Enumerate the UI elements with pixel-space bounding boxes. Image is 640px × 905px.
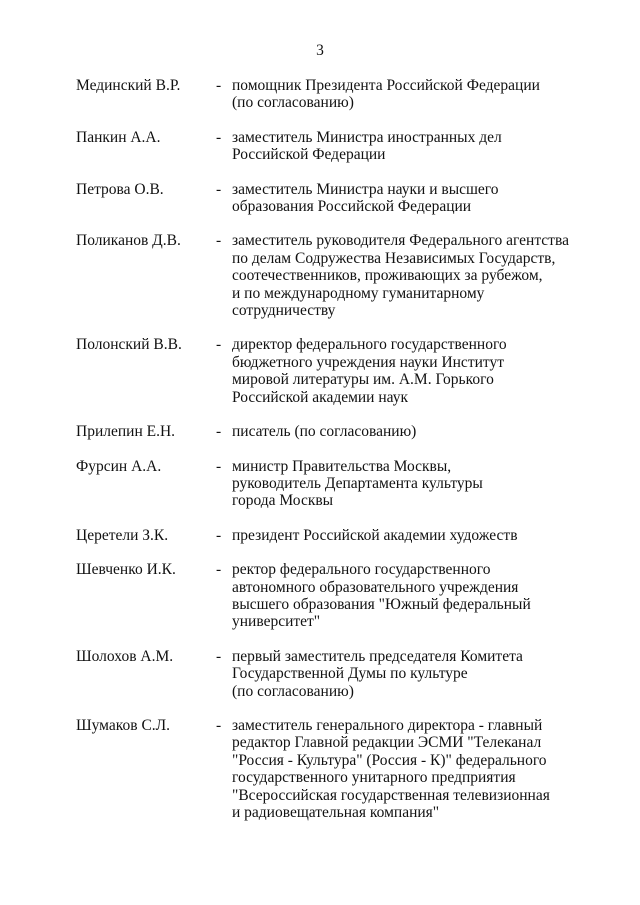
roster-entry [76,458,596,510]
roster-entry [76,717,596,821]
entry-position [232,336,596,406]
entry-dash: - [216,561,222,579]
position-line: и радиовещательная компания" [232,804,440,821]
position-line: руководитель Департамента культуры [232,474,483,492]
entry-dash: - [216,232,222,250]
roster-entry [76,336,596,406]
entry-dash: - [216,180,222,198]
entry-name: Шолохов А.М. [76,647,174,665]
position-line: высшего образования "Южный федеральный [232,595,531,613]
position-line: мировой литературы им. А.М. Горького [232,371,494,389]
position-line: заместитель генерального директора - главный [232,716,543,734]
entry-name: Шевченко И.К. [76,561,176,579]
entry-position [232,458,596,510]
entry-position [232,717,596,821]
position-line: заместитель Министра иностранных дел [232,128,502,146]
entry-name: Фурсин А.А. [76,457,162,475]
roster-entry [76,232,596,319]
entry-dash: - [216,423,222,441]
position-line: бюджетного учреждения науки Институт [232,353,504,371]
entry-dash: - [216,128,222,146]
position-line: Российской академии наук [232,388,409,406]
entry-name: Поликанов Д.В. [76,232,181,250]
roster-entry [76,648,596,700]
entry-position [232,648,596,700]
roster-entry [76,181,596,216]
position-line: автономного образовательного учреждения [232,578,519,596]
entry-position [232,129,596,164]
entry-dash: - [216,336,222,354]
page-number: 3 [316,42,324,59]
entry-name: Мединский В.Р. [76,77,181,94]
roster-entry [76,423,596,440]
position-line: и по международному гуманитарному [232,284,485,302]
entry-name: Прилепин Е.Н. [76,423,176,441]
position-line: образования Российской Федерации [232,198,472,216]
entry-name: Церетели З.К. [76,526,169,544]
position-line: соотечественников, проживающих за рубежом, [232,267,543,285]
position-line: государственного унитарного предприятия [232,769,516,787]
roster-entry [76,527,596,544]
roster-entry [76,129,596,164]
roster-list [76,77,596,821]
position-line: заместитель Министра науки и высшего [232,180,499,198]
position-line: университет" [232,613,321,631]
position-line: министр Правительства Москвы, [232,457,452,475]
position-line: заместитель руководителя Федерального агентства [232,232,569,250]
entry-position [232,232,596,319]
roster-entry [76,77,596,112]
position-line: сотрудничеству [232,302,336,320]
entry-position [232,527,596,544]
entry-position [232,181,596,216]
position-line: Российской Федерации [232,146,386,164]
position-line: (по согласованию) [232,682,354,700]
position-line: города Москвы [232,492,334,510]
entry-position [232,423,596,440]
entry-dash: - [216,77,222,94]
position-line: "Россия - Культура" (Россия - К)" федерального [232,751,547,769]
position-line: директор федерального государственного [232,336,507,354]
entry-dash: - [216,716,222,734]
entry-position [232,77,596,112]
entry-name: Петрова О.В. [76,180,164,198]
entry-dash: - [216,647,222,665]
position-line: редактор Главной редакции ЭСМИ "Телеканал [232,734,542,752]
entry-position [232,561,596,631]
entry-dash: - [216,526,222,544]
position-line: первый заместитель председателя Комитета [232,647,523,665]
position-line: помощник Президента Российской Федерации [232,77,540,94]
position-line: Государственной Думы по культуре [232,665,468,683]
entry-name: Панкин А.А. [76,128,161,146]
position-line: президент Российской академии художеств [232,526,518,544]
position-line: (по согласованию) [232,94,354,112]
position-line: ректор федерального государственного [232,561,491,579]
entry-dash: - [216,457,222,475]
position-line: "Всероссийская государственная телевизионная [232,786,550,804]
entry-name: Полонский В.В. [76,336,182,354]
position-line: писатель (по согласованию) [232,423,417,441]
roster-entry [76,561,596,631]
position-line: по делам Содружества Независимых Государств, [232,249,556,267]
entry-name: Шумаков С.Л. [76,716,171,734]
